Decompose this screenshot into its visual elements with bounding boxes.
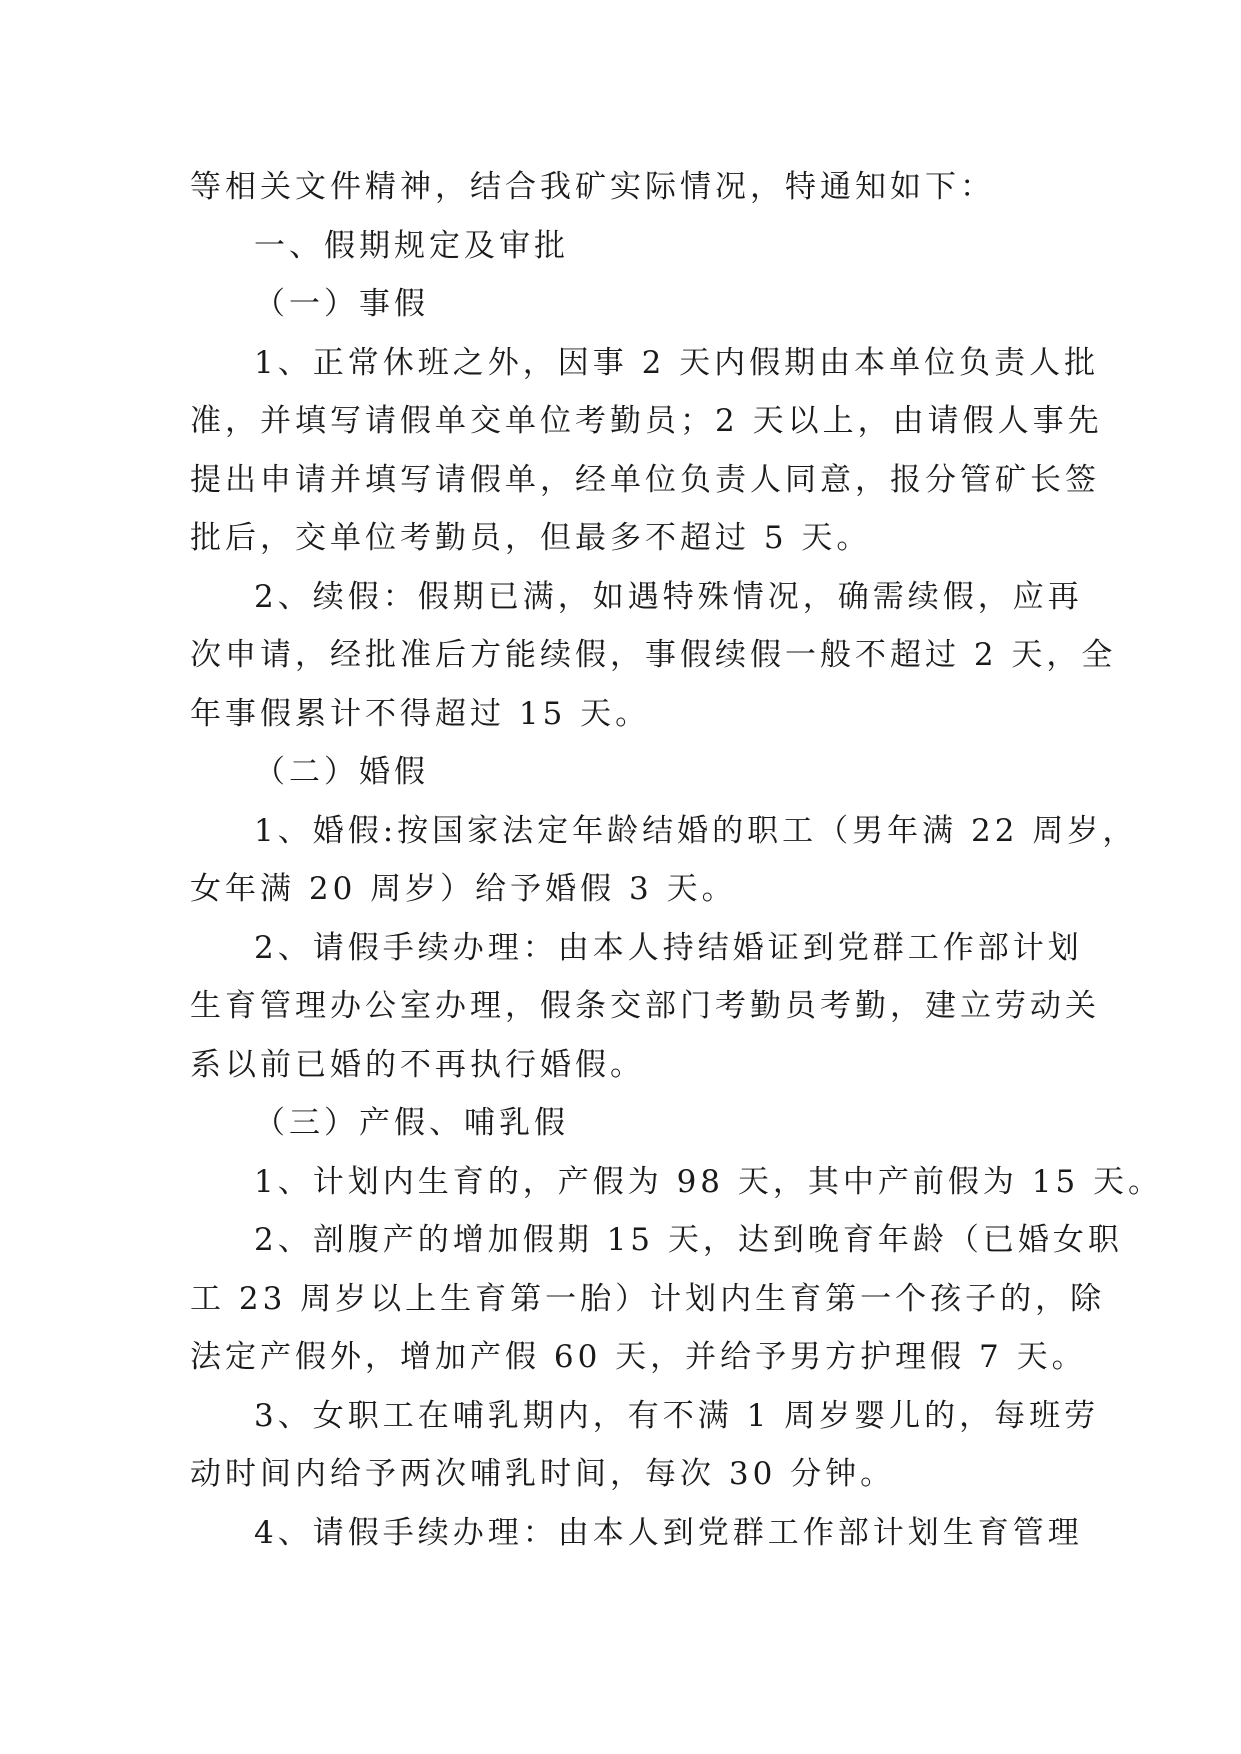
- body-line: 1、婚假:按国家法定年龄结婚的职工（男年满 22 周岁，: [254, 812, 1138, 849]
- subsection-heading: （三）产假、哺乳假: [254, 1105, 569, 1141]
- body-line: 2、请假手续办理：由本人持结婚证到党群工作部计划: [254, 929, 1083, 966]
- document-body: [190, 158, 1164, 1562]
- body-line: 动时间内给予两次哺乳时间，每次 30 分钟。: [190, 1456, 896, 1492]
- body-line: 工 23 周岁以上生育第一胎）计划内生育第一个孩子的，除: [190, 1280, 1106, 1317]
- body-line: 次申请，经批准后方能续假，事假续假一般不超过 2 天，全: [190, 637, 1117, 673]
- body-line: 3、女职工在哺乳期内，有不满 1 周岁婴儿的，每班劳: [254, 1397, 1100, 1434]
- subsection-heading: （一）事假: [254, 286, 429, 322]
- body-line: 准，并填写请假单交单位考勤员；2 天以上，由请假人事先: [190, 403, 1103, 439]
- body-line: 等相关文件精神，结合我矿实际情况，特通知如下：: [190, 169, 995, 205]
- body-line: 批后，交单位考勤员，但最多不超过 5 天。: [190, 520, 872, 556]
- body-line: 提出申请并填写请假单，经单位负责人同意，报分管矿长签: [190, 461, 1100, 498]
- subsection-heading: （二）婚假: [254, 754, 429, 790]
- body-line: 女年满 20 周岁）给予婚假 3 天。: [190, 871, 737, 907]
- section-heading: 一、假期规定及审批: [254, 227, 569, 264]
- body-line: 1、正常休班之外，因事 2 天内假期由本单位负责人批: [254, 344, 1100, 381]
- body-line: 1、计划内生育的，产假为 98 天，其中产前假为 15 天。: [254, 1163, 1164, 1200]
- body-line: 法定产假外，增加产假 60 天，并给予男方护理假 7 天。: [190, 1339, 1087, 1375]
- body-line: 生育管理办公室办理，假条交部门考勤员考勤，建立劳动关: [190, 988, 1100, 1024]
- body-line: 系以前已婚的不再执行婚假。: [190, 1046, 645, 1083]
- body-line: 2、剖腹产的增加假期 15 天，达到晚育年龄（已婚女职: [254, 1222, 1123, 1258]
- body-line: 2、续假：假期已满，如遇特殊情况，确需续假，应再: [254, 578, 1083, 615]
- body-line: 年事假累计不得超过 15 天。: [190, 695, 651, 732]
- body-line: 4、请假手续办理：由本人到党群工作部计划生育管理: [254, 1514, 1083, 1551]
